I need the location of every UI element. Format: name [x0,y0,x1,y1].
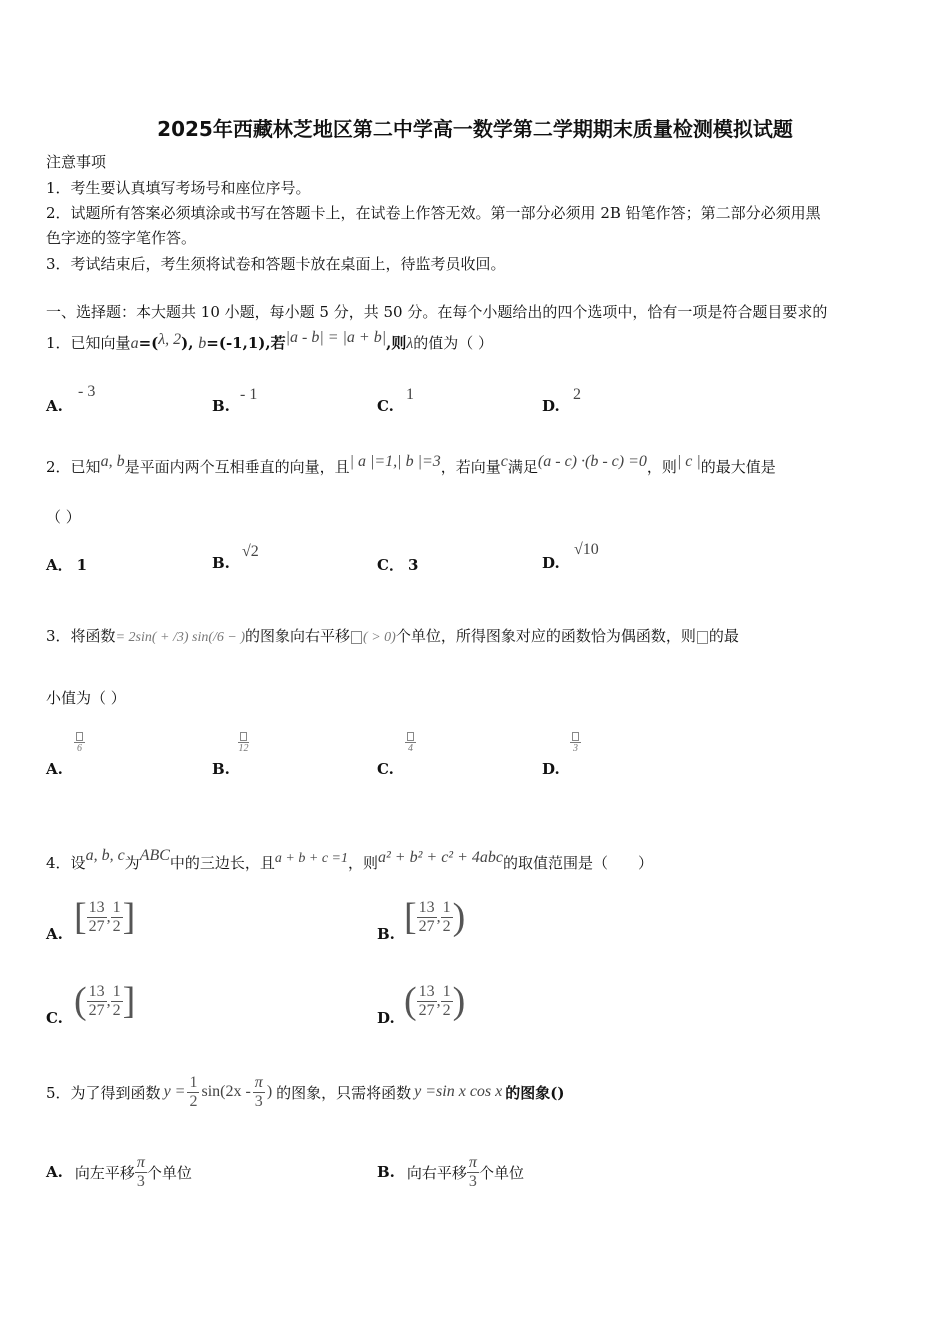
option-value: √10 [574,541,599,558]
notice-item: 3．考试结束后，考生须将试卷和答题卡放在桌面上，待监考员收回。 [46,255,506,273]
option-value: 1 [406,386,414,403]
question-5: 5． 为了得到函数 y = $\frac{1}{2}$ sin(2x - $\frac{\pi}{3}$ ) 的图象，只需将函数 y =sin x cos x 的图象() [46,1073,565,1110]
option-interval: [ $\frac{13}{27}$ , $\frac{1}{2}$ ) [404,896,466,938]
option-interval: [ $\frac{13}{27}$ , $\frac{1}{2}$ ] [74,896,136,938]
option-d[interactable]: D. [542,397,560,415]
question-3: 3．将函数= 2sin( + /3) sin(/6 − )的图象向右平移 ( > 0)个单位，所得图象对应的函数恰为偶函数，则 的最 [46,627,739,645]
option-fraction: 6 [74,731,85,754]
option-value: - 1 [240,386,258,403]
section-heading: 一、选择题：本大题共 10 小题，每小题 5 分，共 50 分。在每个小题给出的四个选项中，恰有一项是符合题目要求的 [46,303,828,321]
option-a[interactable]: A. [46,397,63,415]
question-number: 2． [46,458,71,476]
question-number: 1． [46,334,71,352]
notice-item: 1．考生要认真填写考场号和座位序号。 [46,179,311,197]
notice-item: 色字迹的签字笔作答。 [46,229,197,247]
option-a[interactable]: A. [46,925,63,943]
answer-paren: （ ） [46,508,81,526]
notice-heading: 注意事项 [46,153,107,171]
placeholder-symbol [351,631,362,644]
option-b[interactable]: B. [212,554,230,572]
option-c[interactable]: C. [46,1009,63,1027]
placeholder-symbol [697,631,708,644]
option-interval: ( $\frac{13}{27}$ , $\frac{1}{2}$ ] [74,980,136,1022]
option-value: 2 [573,386,581,403]
option-c[interactable]: C. [377,760,394,778]
option-b[interactable]: B. 向右平移 $\frac{\pi}{3}$ 个单位 [377,1153,524,1190]
question-number: 3． [46,627,71,645]
question-3-continued: 小值为（ ） [46,689,126,707]
option-a[interactable]: A. 向左平移 $\frac{\pi}{3}$ 个单位 [46,1153,192,1190]
option-b[interactable]: B. [212,760,230,778]
question-2: 2．已知a, b是平面内两个互相垂直的向量，且| a |=1,| b |=3，若向量c满足(a - c) ·(b - c) =0，则| c |的最大值是 [46,453,776,476]
option-fraction: 4 [405,731,416,754]
option-d[interactable]: D. [542,554,560,572]
option-a[interactable]: A． 1 [46,556,88,574]
option-a[interactable]: A. [46,760,63,778]
option-d[interactable]: D. [377,1009,395,1027]
option-value: - 3 [78,383,96,400]
page-title: 2025年西藏林芝地区第二中学高一数学第二学期期末质量检测模拟试题 [157,117,793,141]
question-1: 1．已知向量a=(λ, 2), b=(-1,1),若|a - b| = |a + b|,则λ的值为（ ） [46,329,494,352]
option-b[interactable]: B. [377,925,395,943]
function-expression: = 2sin( + /3) sin(/6 − ) [115,630,246,645]
option-b[interactable]: B. [212,397,230,415]
option-fraction: 12 [238,731,249,754]
question-number: 4． [46,854,71,872]
question-number: 5． [46,1083,71,1102]
option-d[interactable]: D. [542,760,560,778]
option-c[interactable]: C. [377,397,394,415]
option-interval: ( $\frac{13}{27}$ , $\frac{1}{2}$ ) [404,980,466,1022]
option-value: √2 [242,543,259,560]
notice-item: 2．试题所有答案必须填涂或书写在答题卡上，在试卷上作答无效。第一部分必须用 2B 铅笔作答；第二部分必须用黑 [46,204,821,222]
question-4: 4．设a, b, c为ABC中的三边长，且a + b + c =1，则a² + b² + c² + 4abc的取值范围是（ ） [46,847,653,872]
option-c[interactable]: C． 3 [377,556,419,574]
option-fraction: 3 [570,731,581,754]
